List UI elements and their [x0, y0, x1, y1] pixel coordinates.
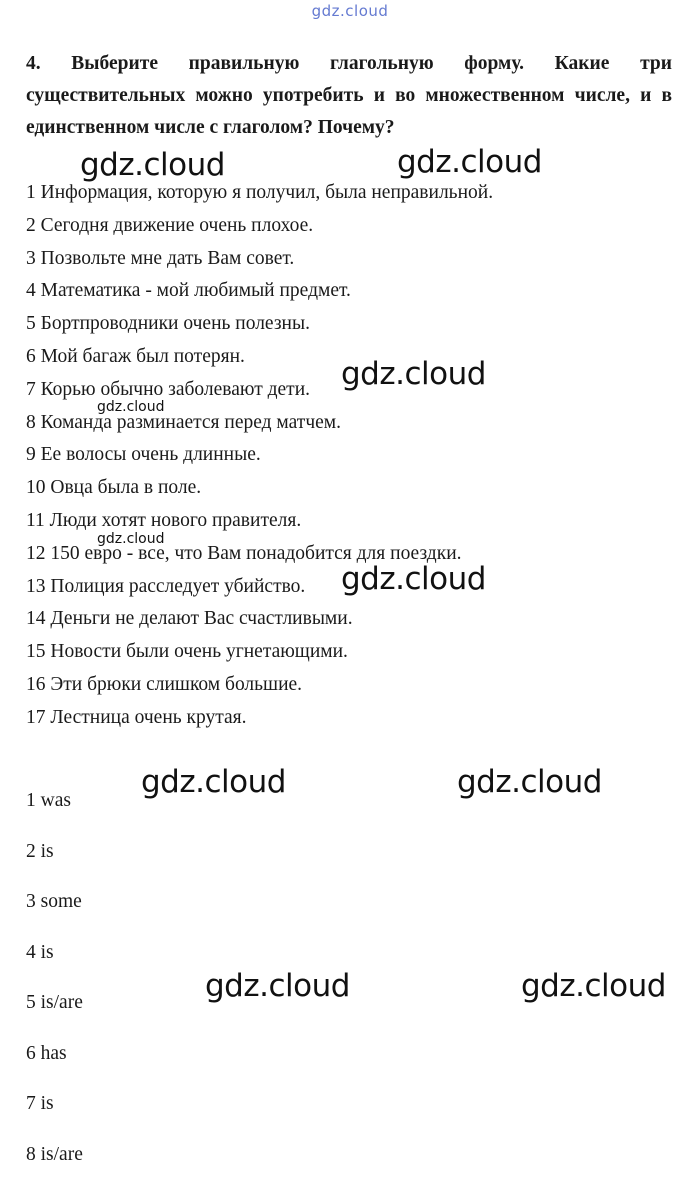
sentence-item: 11 Люди хотят нового правителя.: [26, 509, 302, 531]
answer-item: 3 some: [26, 891, 82, 912]
watermark: gdz.cloud: [80, 147, 225, 183]
watermark: gdz.cloud: [97, 531, 165, 547]
sentence-item: 14 Деньги не делают Вас счастливыми.: [26, 608, 353, 630]
sentence-item: 10 Овца была в поле.: [26, 477, 202, 499]
watermark: gdz.cloud: [397, 144, 542, 180]
sentence-item: 6 Мой багаж был потерян.: [26, 345, 245, 367]
answer-item: 6 has: [26, 1042, 67, 1064]
sentence-item: 8 Команда разминается перед матчем.: [26, 411, 341, 433]
top-watermark: gdz.cloud: [311, 2, 389, 20]
answer-item: 4 is: [26, 941, 54, 963]
answer-list: [26, 785, 83, 1189]
watermark: gdz.cloud: [341, 561, 486, 597]
sentence-item: 5 Бортпроводники очень полезны.: [26, 313, 310, 335]
answer-item: 1 was: [26, 790, 71, 811]
watermark: gdz.cloud: [97, 399, 165, 415]
sentence-item: 3 Позвольте мне дать Вам совет.: [26, 247, 295, 269]
watermark: gdz.cloud: [205, 968, 350, 1004]
answer-item: 7 is: [26, 1093, 54, 1114]
sentence-item: 15 Новости были очень угнетающими.: [26, 641, 348, 663]
sentence-list: [26, 177, 493, 735]
watermark: gdz.cloud: [141, 764, 286, 800]
task-heading: 4. Выберите правильную глагольную форму. Какие три существительных можно употребить и во множественном числе, и в единственном числе с глаголом? Почему?: [26, 53, 672, 138]
watermark: gdz.cloud: [521, 968, 666, 1004]
answer-item: 5 is/are: [26, 992, 83, 1013]
sentence-item: 7 Корью обычно заболевают дети.: [26, 378, 311, 400]
watermark: gdz.cloud: [457, 764, 602, 800]
sentence-item: 2 Сегодня движение очень плохое.: [26, 214, 314, 236]
watermark: gdz.cloud: [341, 356, 486, 392]
sentence-item: 1 Информация, которую я получил, была неправильной.: [26, 182, 494, 203]
sentence-item: 12 150 евро - все, что Вам понадобится для поездки.: [26, 542, 462, 564]
sentence-item: 17 Лестница очень крутая.: [26, 706, 247, 728]
sentence-item: 4 Математика - мой любимый предмет.: [26, 280, 351, 302]
sentence-item: 9 Ее волосы очень длинные.: [26, 444, 261, 466]
answer-item: 8 is/are: [26, 1143, 83, 1165]
sentence-item: 16 Эти брюки слишком большие.: [26, 673, 303, 695]
answer-item: 2 is: [26, 840, 54, 862]
sentence-item: 13 Полиция расследует убийство.: [26, 575, 306, 597]
